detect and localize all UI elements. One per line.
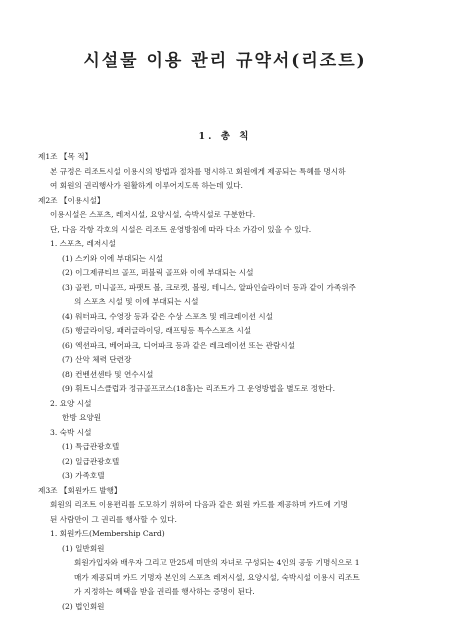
document-line: 가 지정하는 혜택을 받을 권리를 행사하는 증명이 된다. <box>74 587 255 596</box>
document-line: (9) 휘트니스클럽과 정규골프코스(18홀)는 리조트가 그 운영방법을 별도로 정한다. <box>62 384 336 393</box>
article-heading: 제3조 【회원카드 발행】 <box>38 485 122 495</box>
document-line: 여 회원의 권리행사가 원활하게 이루어지도록 하는데 있다. <box>50 181 243 190</box>
document-line: (5) 행글라이딩, 패러글라이딩, 래프팅등 특수스포츠 시설 <box>62 326 252 335</box>
chapter-heading: 1. 총 칙 <box>198 131 252 142</box>
document-body <box>38 150 418 614</box>
document-line: (2) 법인회원 <box>62 601 105 611</box>
document-line: 의 스포츠 시설 및 이에 부대되는 시설 <box>74 297 199 306</box>
document-line: 된 사람만이 그 권리를 행사할 수 있다. <box>50 514 177 524</box>
document-line: 3. 숙박 시설 <box>50 427 92 437</box>
document-line: 본 규정은 리조트시설 이용시의 방법과 절차를 명시하고 회원에게 제공되는 특혜를 명시하 <box>50 166 346 176</box>
document-line: 단, 다음 각항 각호의 시설은 리조트 운영방침에 따라 다소 가감이 있을 수 있다. <box>50 224 312 234</box>
document-line: (7) 산악 체력 단련장 <box>62 355 132 364</box>
article-heading: 제2조 【이용시설】 <box>38 195 105 205</box>
document-line: 2. 요양 시설 <box>50 398 92 408</box>
document-line: 회원가입자와 배우자 그리고 만25세 미만의 자녀로 구성되는 4인의 공동 기명식으로 1 <box>74 558 360 567</box>
document-line: 이용시설은 스포츠, 레저시설, 요양시설, 숙박시설로 구분한다. <box>50 210 256 219</box>
document-line: 매가 제공되며 카드 기명자 본인의 스포츠 레저시설, 요양시설, 숙박시설 이용시 리조트 <box>74 572 360 582</box>
document-line: 회원의 리조트 이용편리를 도모하기 위하여 다음과 같은 회원 카드를 제공하며 카드에 기명 <box>50 500 348 509</box>
document-line: (2) 이그제큐티브 골프, 퍼블릭 골프와 이에 부대되는 시설 <box>62 268 254 277</box>
document-line: 1. 스포츠, 레저시설 <box>50 239 116 248</box>
document-line: (3) 가족호텔 <box>62 471 105 480</box>
document-line: (8) 컨벤션센타 및 연수시설 <box>62 369 154 379</box>
document-line: 한방 요양원 <box>62 413 102 422</box>
document-line: (1) 특급관광호텔 <box>62 442 120 451</box>
document-line: (1) 스키와 이에 부대되는 시설 <box>62 253 164 263</box>
document-line: (2) 일급관광호텔 <box>62 456 120 466</box>
document-line: (6) 엑션파크, 베어파크, 디어파크 등과 같은 레크레이션 또는 관람시설 <box>62 340 295 350</box>
document-line: (1) 일반회원 <box>62 543 105 553</box>
article-heading: 제1조 【목 적】 <box>38 152 93 161</box>
document-title: 시설물 이용 관리 규약서(리조트) <box>83 51 367 71</box>
document-line: (4) 워터파크, 수영장 등과 같은 수상 스포츠 및 레크레이션 시설 <box>62 311 273 321</box>
document-line: 1. 회원카드(Membership Card) <box>50 529 165 538</box>
document-line: (3) 골편, 미니골프, 파팻트 볼, 크로켓, 볼링, 테니스, 알파인슬라이더 등과 같이 가족위주 <box>62 282 356 292</box>
